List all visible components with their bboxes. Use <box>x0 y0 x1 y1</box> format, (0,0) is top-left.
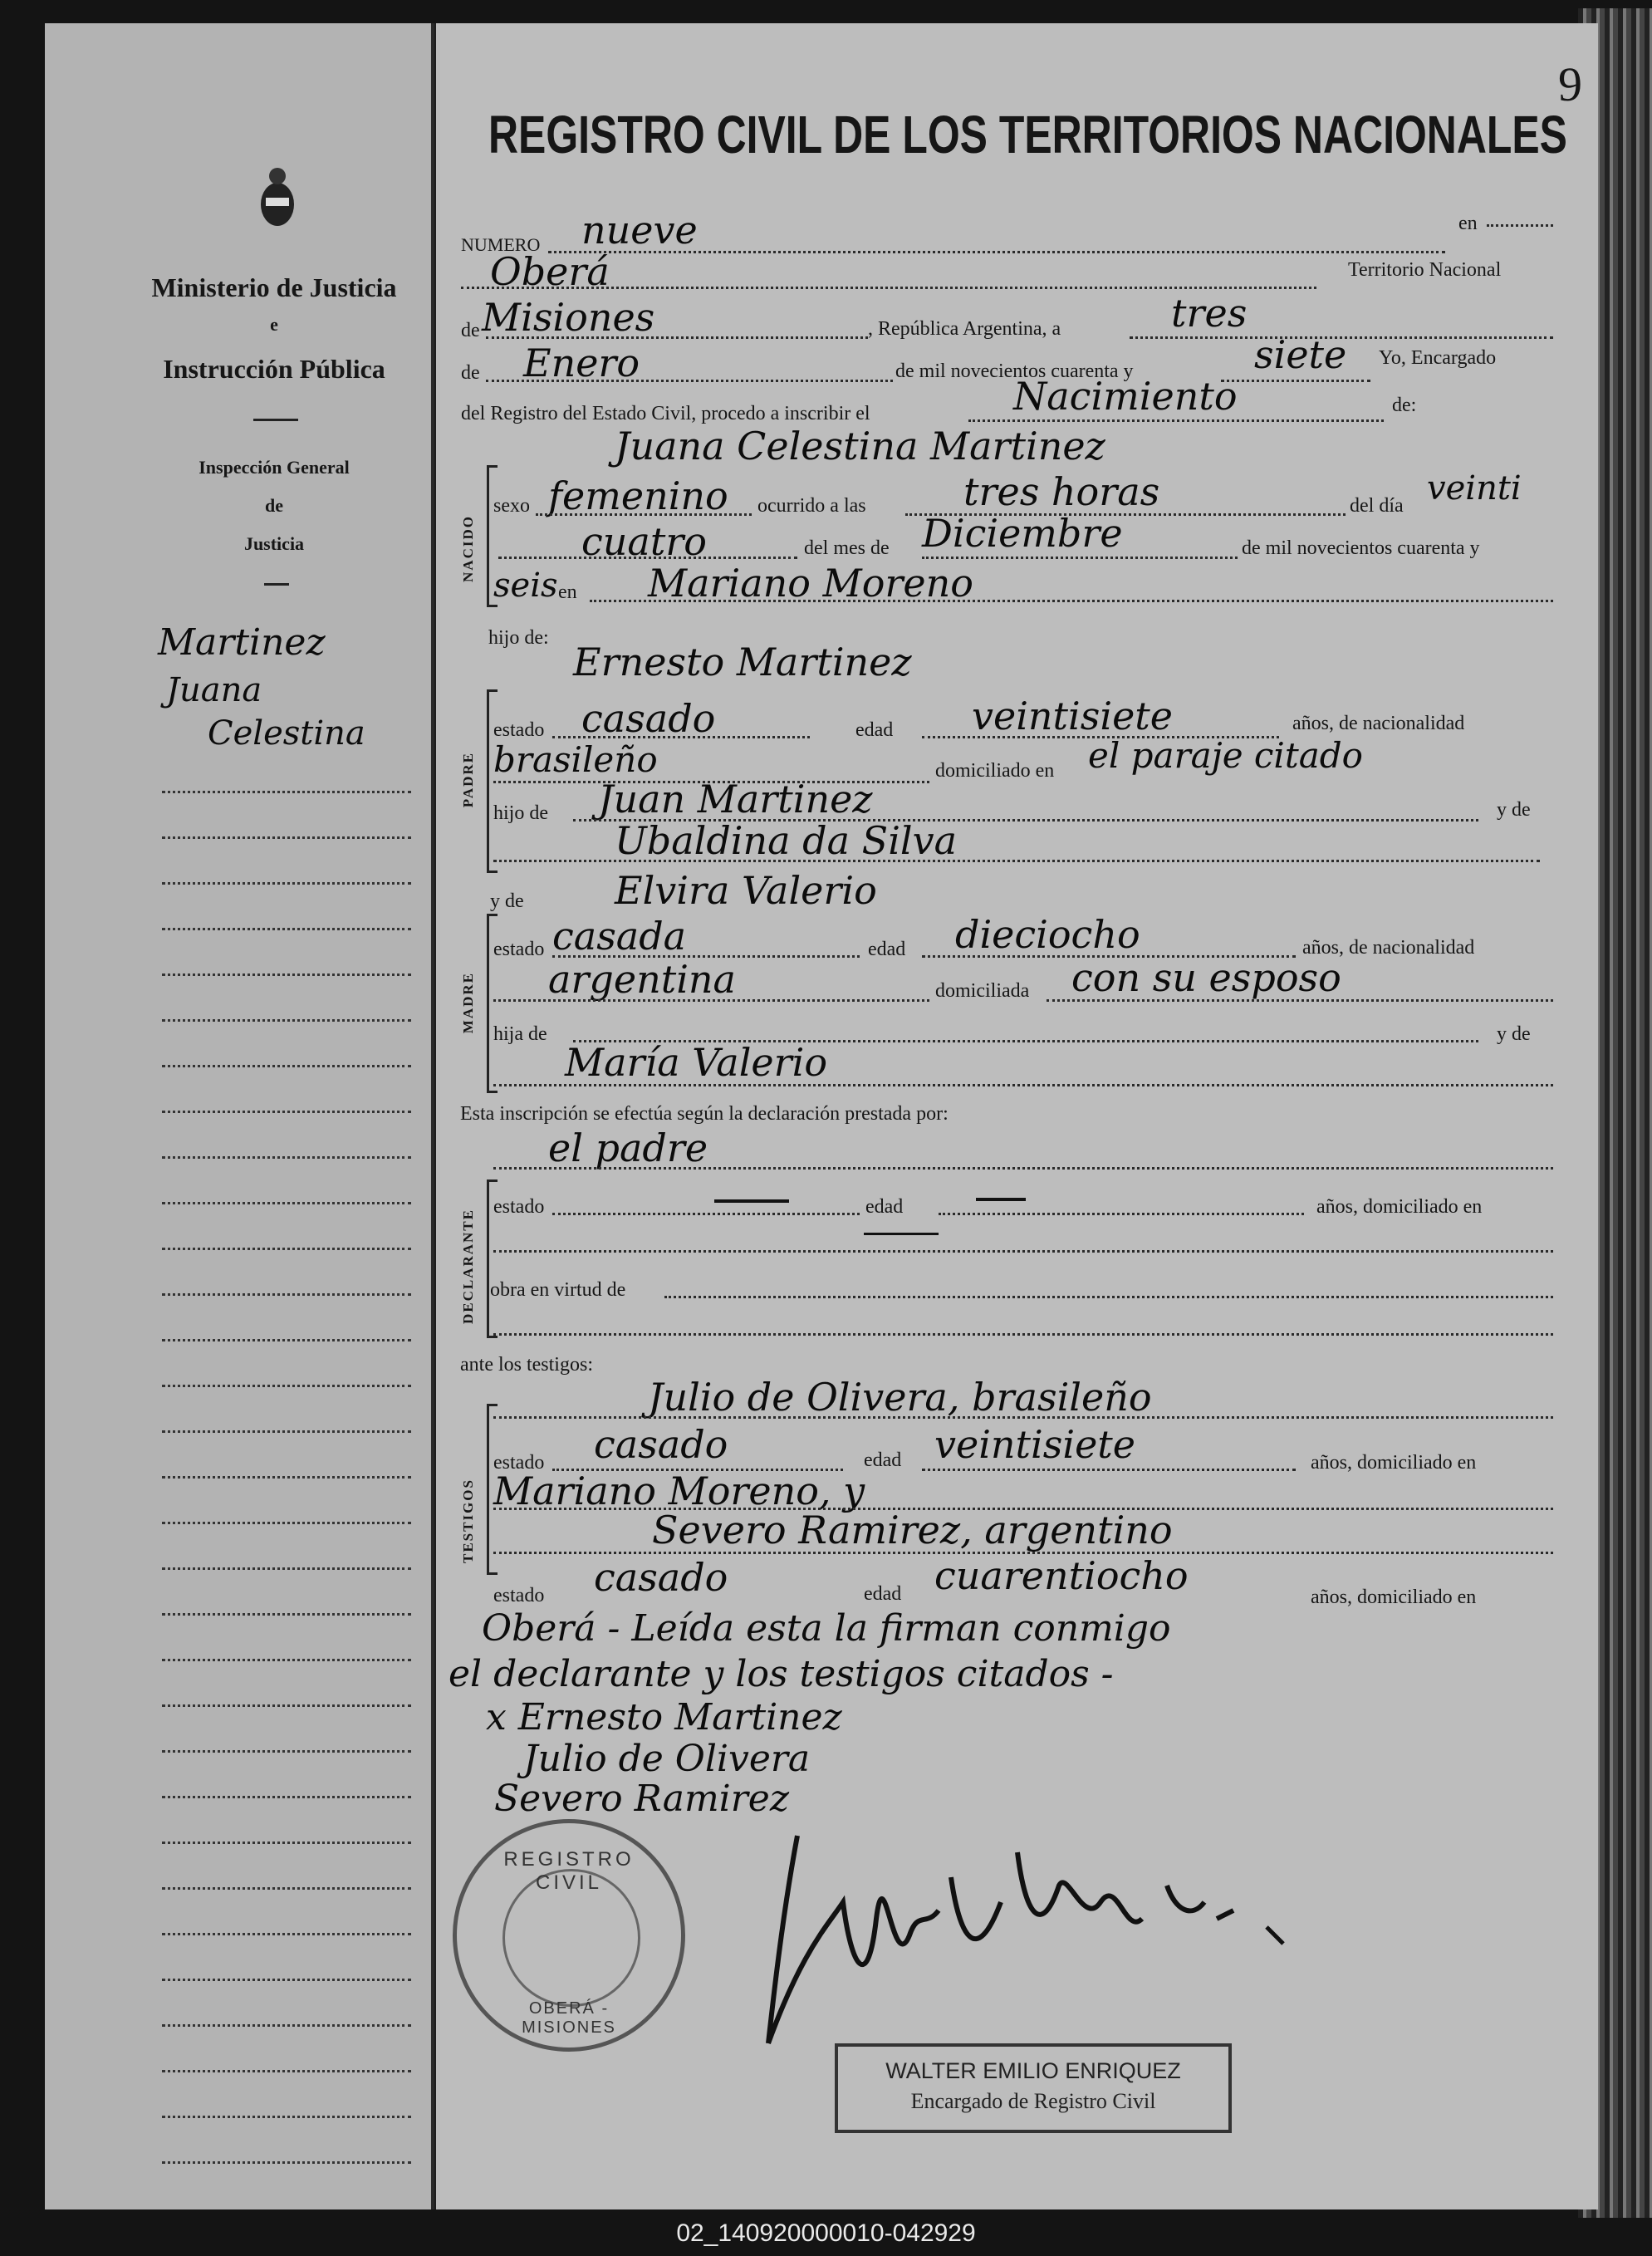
fill-line <box>493 1333 1553 1336</box>
label-milnov: de mil novecientos cuarenta y <box>1242 537 1480 559</box>
margin-note-surname: Martinez <box>158 621 326 664</box>
label-edad: edad <box>864 1449 902 1471</box>
margin-ruling-line <box>162 1567 411 1570</box>
label-hijo-de: hijo de <box>493 802 548 824</box>
label-de: de <box>461 362 480 384</box>
hw-mother-mother: María Valerio <box>565 1040 828 1085</box>
signature-witness-2: Severo Ramirez <box>494 1778 790 1820</box>
stamp-official-title: Encargado de Registro Civil <box>910 2089 1156 2113</box>
hw-father: Ernesto Martinez <box>573 640 912 684</box>
label-domiciliada: domiciliada <box>935 980 1030 1002</box>
label-en: en <box>1458 213 1478 234</box>
label-en: en <box>558 581 577 603</box>
fill-line <box>1221 380 1370 382</box>
margin-ruling-line <box>162 1476 411 1479</box>
section-label-madre: MADRE <box>460 972 476 1034</box>
label-republica: , República Argentina, a <box>868 318 1061 340</box>
margin-ruling-line <box>162 1613 411 1616</box>
stamp-text-bottom: OBERÁ - MISIONES <box>522 1999 616 2037</box>
hw-day: tres <box>1171 291 1248 336</box>
coat-of-arms-icon <box>259 164 296 229</box>
margin-ruling-line <box>162 1202 411 1204</box>
official-signature-icon <box>752 1802 1333 2052</box>
hw-year-birth: seis <box>493 566 558 605</box>
label-ocurrido: ocurrido a las <box>757 495 866 517</box>
hw-act: Nacimiento <box>1013 374 1238 419</box>
margin-ruling-line <box>162 1887 411 1890</box>
hw-father-age: veintisiete <box>972 694 1173 738</box>
label-numero: NUMERO <box>461 234 541 255</box>
hw-hour: tres horas <box>963 469 1160 514</box>
ministry-conjunction: e <box>270 314 278 335</box>
hw-mother-status: casada <box>552 914 687 959</box>
inspection-line-3: Justicia <box>243 533 305 554</box>
ministry-title-1: Ministerio de Justicia <box>151 272 397 302</box>
label-delmes: del mes de <box>804 537 890 559</box>
hw-territory: Misiones <box>482 295 655 340</box>
underline-mark <box>864 1233 939 1235</box>
label-anios-nacionalidad: años, de nacionalidad <box>1292 713 1465 734</box>
dash-mark <box>714 1199 789 1203</box>
margin-ruling-line <box>162 1522 411 1524</box>
fill-line <box>493 1167 1553 1170</box>
label-estado: estado <box>493 1585 545 1606</box>
label-hija-de: hija de <box>493 1023 547 1045</box>
margin-ruling-line <box>162 1248 411 1250</box>
hw-father-status: casado <box>581 696 716 741</box>
hw-witness-2-age: cuarentiocho <box>934 1553 1189 1598</box>
hw-father-nationality: brasileño <box>493 739 658 780</box>
margin-ruling-line <box>162 1019 411 1022</box>
fill-line <box>536 513 752 516</box>
hw-witness-1-domicile: Mariano Moreno, y <box>493 1469 865 1513</box>
label-domiciliado: domiciliado en <box>935 760 1055 782</box>
hw-sex: femenino <box>548 473 728 518</box>
hw-witness-1-age: veintisiete <box>934 1422 1135 1467</box>
hw-witness-2-status: casado <box>594 1555 728 1600</box>
margin-ruling-line <box>162 1750 411 1753</box>
fill-line <box>922 557 1238 559</box>
stamp-official-name: WALTER EMILIO ENRIQUEZ <box>885 2058 1181 2083</box>
label-estado: estado <box>493 939 545 960</box>
margin-ruling-line <box>162 791 411 793</box>
fill-line <box>968 419 1384 422</box>
margin-ruling-line <box>162 1385 411 1387</box>
hw-mother-nationality: argentina <box>548 957 736 1002</box>
fill-line <box>486 336 868 339</box>
label-y-de: y de <box>1497 799 1531 821</box>
hw-witness-1: Julio de Olivera, brasileño <box>648 1375 1152 1420</box>
fill-line <box>493 1250 1553 1253</box>
label-edad: edad <box>864 1583 902 1605</box>
fill-line <box>590 600 1553 602</box>
fill-line <box>493 1084 1553 1086</box>
margin-ruling-line <box>162 1065 411 1067</box>
hw-witness-1-status: casado <box>594 1422 728 1467</box>
label-de: de <box>461 320 480 341</box>
margin-ruling-line <box>162 974 411 976</box>
fill-line <box>493 860 1540 862</box>
fill-line <box>461 287 1316 289</box>
official-name-stamp <box>835 2043 1232 2133</box>
margin-ruling-line <box>162 2070 411 2072</box>
label-hijo: hijo de: <box>488 627 549 649</box>
signature-witness-1: Julio de Olivera <box>523 1738 811 1780</box>
label-y-de-madre: y de <box>490 890 524 912</box>
label-estado: estado <box>493 719 545 741</box>
hw-father-father: Juan Martinez <box>598 777 873 821</box>
margin-ruling-line <box>162 882 411 885</box>
inspection-line-1: Inspección General <box>199 457 350 478</box>
label-sexo: sexo <box>493 495 530 517</box>
hw-declarant: el padre <box>548 1126 708 1170</box>
margin-ruling-line <box>162 2024 411 2027</box>
fill-line <box>493 999 929 1002</box>
margin-ruling-line <box>162 1704 411 1707</box>
hw-numero: nueve <box>581 208 698 253</box>
label-edad: edad <box>868 939 906 960</box>
stamp-text-top: REGISTRO CIVIL <box>503 1848 635 1894</box>
label-estado: estado <box>493 1452 545 1474</box>
margin-ruling-line <box>162 2116 411 2118</box>
fill-line <box>922 1469 1296 1471</box>
hw-closing-line-2: el declarante y los testigos citados - <box>449 1653 1114 1695</box>
hw-year: siete <box>1254 332 1347 377</box>
fill-line <box>664 1296 1553 1298</box>
left-margin-column <box>45 23 436 2209</box>
section-label-declarante: DECLARANTE <box>460 1209 476 1325</box>
label-mil: de mil novecientos cuarenta y <box>895 360 1134 382</box>
margin-ruling-line <box>162 2161 411 2164</box>
page-title: REGISTRO CIVIL DE LOS TERRITORIOS NACIONALES <box>488 105 1567 164</box>
hw-mother-age: dieciocho <box>955 912 1140 957</box>
label-edad: edad <box>855 719 894 741</box>
label-anios-domiciliado: años, domiciliado en <box>1311 1452 1477 1474</box>
divider-line <box>253 419 298 421</box>
margin-ruling-line <box>162 1659 411 1661</box>
hw-closing-line-1: Oberá - Leída esta la firman conmigo <box>482 1607 1171 1650</box>
label-y-de: y de <box>1497 1023 1531 1045</box>
margin-ruling-line <box>162 1339 411 1341</box>
section-label-nacido: NACIDO <box>460 515 476 582</box>
margin-note-given: Juana <box>166 671 262 709</box>
fill-line <box>939 1213 1304 1215</box>
signature-declarant: x Ernesto Martinez <box>486 1696 842 1739</box>
hw-mother: Elvira Valerio <box>615 868 877 913</box>
hw-mother-domicile: con su esposo <box>1071 955 1341 1000</box>
margin-ruling-line <box>162 836 411 839</box>
hw-witness-2: Severo Ramirez, argentino <box>652 1508 1173 1552</box>
label-declaracion: Esta inscripción se efectúa según la declaración prestada por: <box>460 1103 949 1125</box>
fill-line <box>1047 999 1553 1002</box>
margin-ruling-line <box>162 1156 411 1159</box>
label-deldia: del día <box>1350 495 1404 517</box>
fill-line <box>552 1213 860 1215</box>
registro-civil-round-stamp <box>453 1819 685 2052</box>
margin-ruling-line <box>162 928 411 930</box>
inspection-line-2: de <box>265 495 283 516</box>
fill-line <box>1487 224 1553 227</box>
hw-place-birth: Mariano Moreno <box>648 561 973 606</box>
hw-father-domicile: el paraje citado <box>1088 735 1363 776</box>
margin-ruling-line <box>162 1111 411 1113</box>
column-divider <box>431 23 434 2209</box>
hw-month-birth: Diciembre <box>922 511 1123 556</box>
label-yo: Yo, Encargado <box>1379 347 1497 369</box>
label-anios-domiciliado: años, domiciliado en <box>1316 1196 1483 1218</box>
margin-ruling-line <box>162 1842 411 1844</box>
margin-ruling-line <box>162 1293 411 1296</box>
label-de2: de: <box>1392 395 1417 416</box>
fill-line <box>552 736 810 738</box>
label-anios-nacionalidad: años, de nacionalidad <box>1302 937 1475 959</box>
page-number: 9 <box>1558 57 1582 111</box>
section-label-padre: PADRE <box>460 752 476 808</box>
divider-line <box>264 583 289 586</box>
label-territorio: Territorio Nacional <box>1348 259 1502 281</box>
margin-ruling-line <box>162 1796 411 1798</box>
ministry-title-2: Instrucción Pública <box>163 354 385 384</box>
dash-mark <box>976 1198 1026 1201</box>
margin-ruling-line <box>162 1933 411 1935</box>
label-estado: estado <box>493 1196 545 1218</box>
margin-note-middle: Celestina <box>208 714 365 753</box>
section-label-testigos: TESTIGOS <box>460 1479 476 1563</box>
margin-ruling-line <box>162 1979 411 1981</box>
fill-line <box>493 1416 1553 1419</box>
label-obra: obra en virtud de <box>490 1279 626 1301</box>
fill-line <box>498 557 797 559</box>
label-testigos: ante los testigos: <box>460 1354 593 1376</box>
label-registro: del Registro del Estado Civil, procedo a inscribir el <box>461 403 870 424</box>
hw-place: Oberá <box>490 249 610 294</box>
hw-month: Enero <box>523 341 640 385</box>
label-edad: edad <box>865 1196 904 1218</box>
margin-ruling-line <box>162 1430 411 1433</box>
label-anios-domiciliado: años, domiciliado en <box>1311 1587 1477 1608</box>
hw-name: Juana Celestina Martinez <box>615 424 1105 468</box>
fill-line <box>486 380 893 382</box>
hw-father-mother: Ubaldina da Silva <box>615 818 958 863</box>
file-id-footer: 02_140920000010-042929 <box>676 2219 976 2247</box>
hw-day-birth: veinti <box>1427 469 1522 508</box>
hw-day-birth-2: cuatro <box>581 519 707 564</box>
